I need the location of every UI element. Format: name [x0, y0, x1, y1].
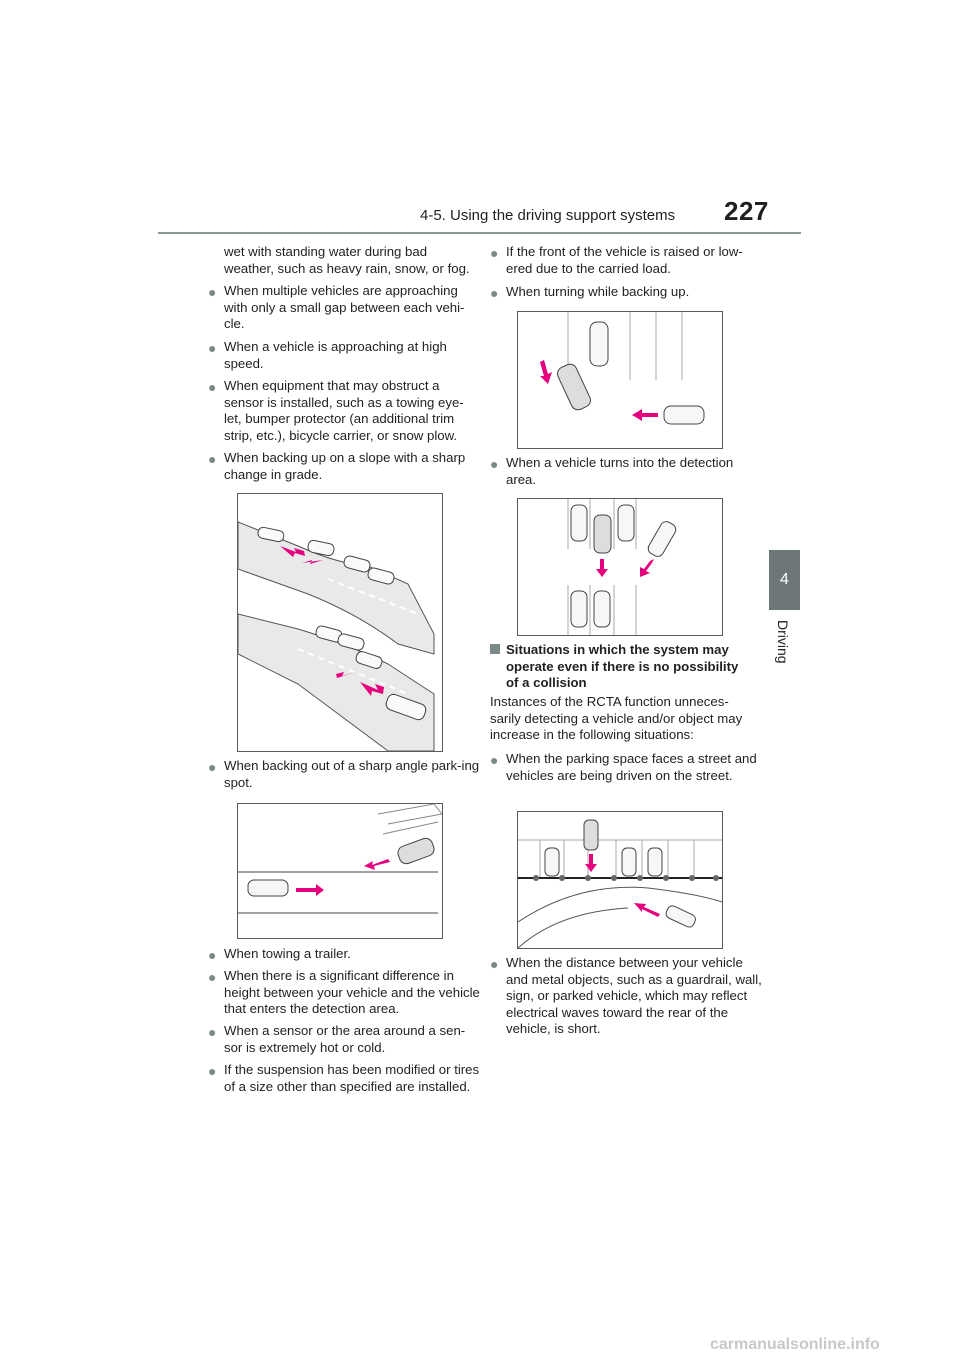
- bullet-icon: ●: [490, 285, 499, 301]
- intro-continuation: wet with standing water during bad weather, such as heavy rain, snow, or fog.: [224, 244, 470, 276]
- header-divider: [158, 232, 801, 234]
- list-item: ● When multiple vehicles are approaching with only a small gap between each vehi-cle.: [208, 283, 465, 332]
- bullet-icon: ●: [208, 379, 217, 395]
- list-item: ● When turning while backing up.: [490, 284, 690, 301]
- bullet-icon: ●: [208, 284, 217, 300]
- list-item: ● If the front of the vehicle is raised or low-ered due to the carried load.: [490, 244, 743, 276]
- figure-turning-backing: [517, 311, 723, 449]
- section-title: 4-5. Using the driving support systems: [420, 207, 676, 224]
- page-number: 227: [724, 196, 769, 226]
- list-item: ● When backing out of a sharp angle park-ing spot.: [208, 758, 480, 790]
- bullet-icon: ●: [208, 759, 217, 775]
- list-item: ● When equipment that may obstruct a sensor is installed, such as a towing eye-let, bumper protector (an additional trim strip, etc.), bicycle carrier, or snow plow.: [208, 378, 464, 443]
- bullet-icon: ●: [208, 340, 217, 356]
- bullet-icon: ●: [208, 947, 217, 963]
- list-item: ● When a sensor or the area around a sen-sor is extremely hot or cold.: [208, 1023, 466, 1055]
- watermark: carmanualsonline.info: [710, 1336, 880, 1353]
- figure-slope: [237, 493, 443, 752]
- bullet-icon: ●: [208, 1024, 217, 1040]
- figure-street-parking: [517, 811, 723, 949]
- list-item: ● When the parking space faces a street and vehicles are being driven on the street.: [490, 751, 757, 783]
- list-item: ● When backing up on a slope with a sharp change in grade.: [208, 450, 466, 482]
- list-item: ● When there is a significant difference in height between your vehicle and the vehicle that enters the detection area.: [208, 968, 480, 1017]
- figure-turns-into-area: [517, 498, 723, 636]
- list-item: ● When a vehicle is approaching at high speed.: [208, 339, 447, 371]
- list-item: ● When a vehicle turns into the detection area.: [490, 455, 734, 487]
- square-bullet-icon: [490, 644, 500, 654]
- bullet-icon: ●: [208, 1063, 217, 1079]
- subheading: Situations in which the system may operate even if there is no possibility of a collision: [490, 642, 752, 692]
- body-text: Instances of the RCTA function unneces-sarily detecting a vehicle and/or object may increase in the following situations:: [490, 694, 743, 743]
- list-item: ● When towing a trailer.: [208, 946, 351, 963]
- bullet-icon: ●: [490, 752, 499, 768]
- chapter-tab-label: Driving: [775, 620, 791, 664]
- list-item: ● If the suspension has been modified or tires of a size other than specified are installed.: [208, 1062, 480, 1094]
- figure-angle-parking: [237, 803, 443, 939]
- bullet-icon: ●: [490, 456, 499, 472]
- list-item: ● When the distance between your vehicle and metal objects, such as a guardrail, wall, sign, or parked vehicle, which may reflect electrical waves toward the rear of the vehicle, is short.: [490, 955, 762, 1037]
- chapter-tab[interactable]: 4: [769, 550, 800, 610]
- bullet-icon: ●: [208, 969, 217, 985]
- bullet-icon: ●: [490, 956, 499, 972]
- bullet-icon: ●: [208, 451, 217, 467]
- bullet-icon: ●: [490, 245, 499, 261]
